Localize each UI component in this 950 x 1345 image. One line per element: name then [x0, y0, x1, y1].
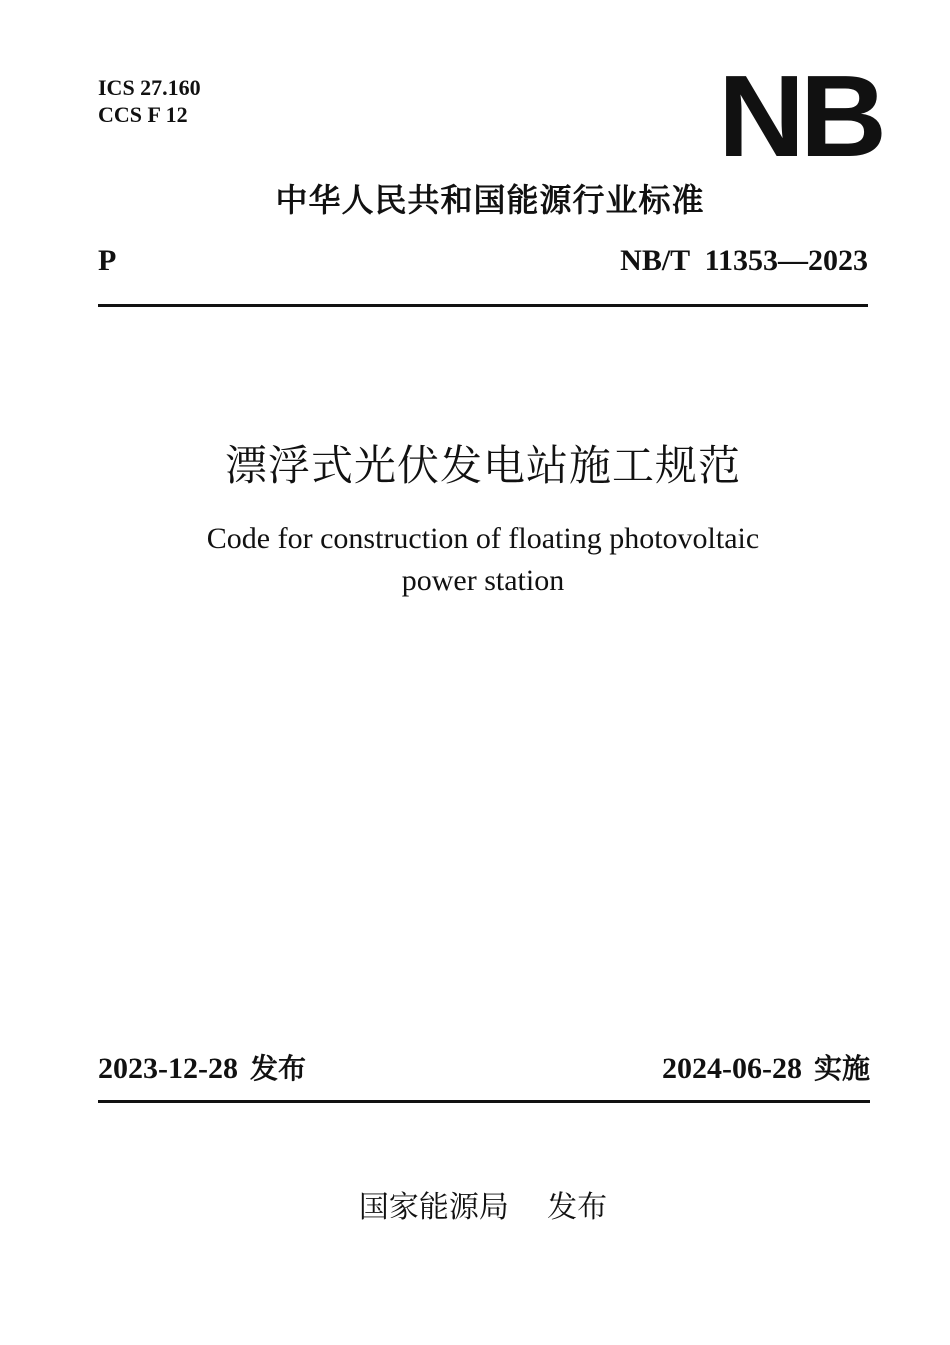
issue-label: 发布 [249, 1052, 306, 1085]
category-code: P [98, 244, 117, 277]
issue-date-block [98, 1050, 306, 1088]
english-title-line-2: power station [401, 564, 565, 597]
publisher-line [0, 1188, 950, 1228]
standard-number: NB/T 11353—2023 [620, 244, 868, 277]
implementation-date-block [662, 1050, 870, 1088]
document-title-chinese: 漂浮式光伏发电站施工规范 [224, 441, 741, 490]
top-divider [98, 304, 868, 307]
implementation-label: 实施 [813, 1052, 870, 1085]
bottom-divider [98, 1100, 870, 1103]
issue-date: 2023-12-28 [98, 1052, 238, 1085]
implementation-date: 2024-06-28 [662, 1052, 802, 1085]
publisher-name: 国家能源局 [358, 1190, 509, 1225]
classification-codes [98, 74, 201, 128]
publisher-action: 发布 [547, 1190, 608, 1225]
english-title-line-1: Code for construction of floating photovoltaic [206, 522, 760, 555]
standard-type-heading: 中华人民共和国能源行业标准 [275, 181, 705, 219]
document-title-english [0, 518, 950, 602]
nb-logo: NB [718, 51, 882, 181]
ccs-code: CCS F 12 [98, 102, 188, 127]
ics-code: ICS 27.160 [98, 75, 201, 100]
